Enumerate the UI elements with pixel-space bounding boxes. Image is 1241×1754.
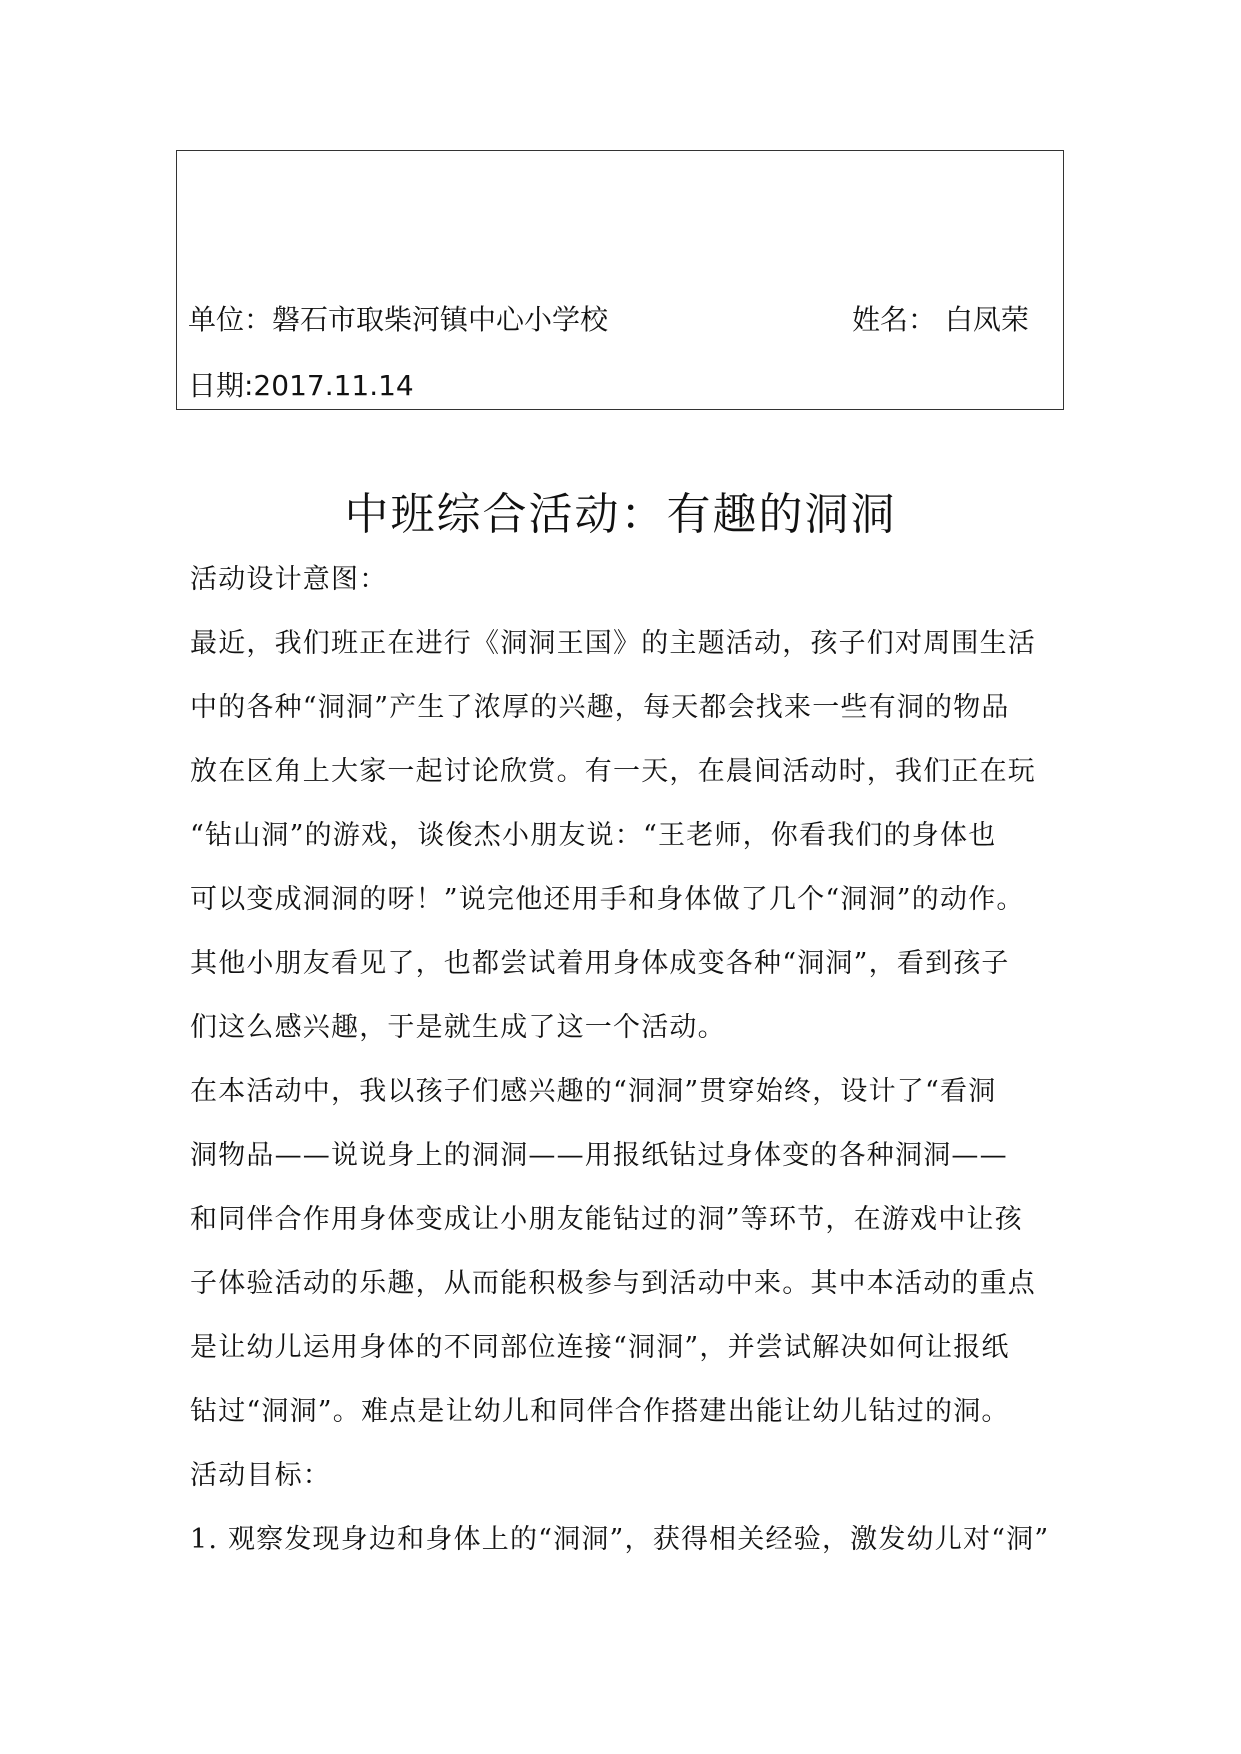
section-heading-objectives: 活动目标： xyxy=(190,1460,331,1491)
author-name-label: 姓名： 白凤荣 xyxy=(852,303,1029,336)
paragraph-line: 和同伴合作用身体变成让小朋友能钻过的洞”等环节，在游戏中让孩 xyxy=(190,1204,1023,1235)
document-title: 中班综合活动：有趣的洞洞 xyxy=(344,489,897,540)
paragraph-line: 子体验活动的乐趣，从而能积极参与到活动中来。其中本活动的重点 xyxy=(190,1268,1036,1299)
paragraph-line: 放在区角上大家一起讨论欣赏。有一天，在晨间活动时，我们正在玩 xyxy=(190,756,1036,787)
paragraph-line: 钻过“洞洞”。难点是让幼儿和同伴合作搭建出能让幼儿钻过的洞。 xyxy=(190,1396,1010,1427)
unit-label: 单位：磐石市取柴河镇中心小学校 xyxy=(188,303,609,336)
date-label: 日期:2017.11.14 xyxy=(188,369,414,402)
paragraph-line: 中的各种“洞洞”产生了浓厚的兴趣，每天都会找来一些有洞的物品 xyxy=(190,692,1010,723)
section-heading-design-intent: 活动设计意图： xyxy=(190,564,388,595)
paragraph-line: 可以变成洞洞的呀！”说完他还用手和身体做了几个“洞洞”的动作。 xyxy=(190,884,1025,915)
objective-item-1: 1. 观察发现身边和身体上的“洞洞”，获得相关经验，激发幼儿对“洞” xyxy=(190,1524,1050,1555)
paragraph-line: 洞物品——说说身上的洞洞——用报纸钻过身体变的各种洞洞—— xyxy=(190,1140,1008,1171)
paragraph-line: “钻山洞”的游戏，谈俊杰小朋友说：“王老师，你看我们的身体也 xyxy=(190,820,997,851)
paragraph-line: 其他小朋友看见了，也都尝试着用身体成变各种“洞洞”，看到孩子 xyxy=(190,948,1010,979)
paragraph-line: 们这么感兴趣，于是就生成了这一个活动。 xyxy=(190,1012,726,1043)
paragraph-line: 最近，我们班正在进行《洞洞王国》的主题活动，孩子们对周围生活 xyxy=(190,628,1036,659)
paragraph-line: 在本活动中，我以孩子们感兴趣的“洞洞”贯穿始终，设计了“看洞 xyxy=(190,1076,997,1107)
document-body xyxy=(190,548,1058,1572)
paragraph-line: 是让幼儿运用身体的不同部位连接“洞洞”，并尝试解决如何让报纸 xyxy=(190,1332,1010,1363)
